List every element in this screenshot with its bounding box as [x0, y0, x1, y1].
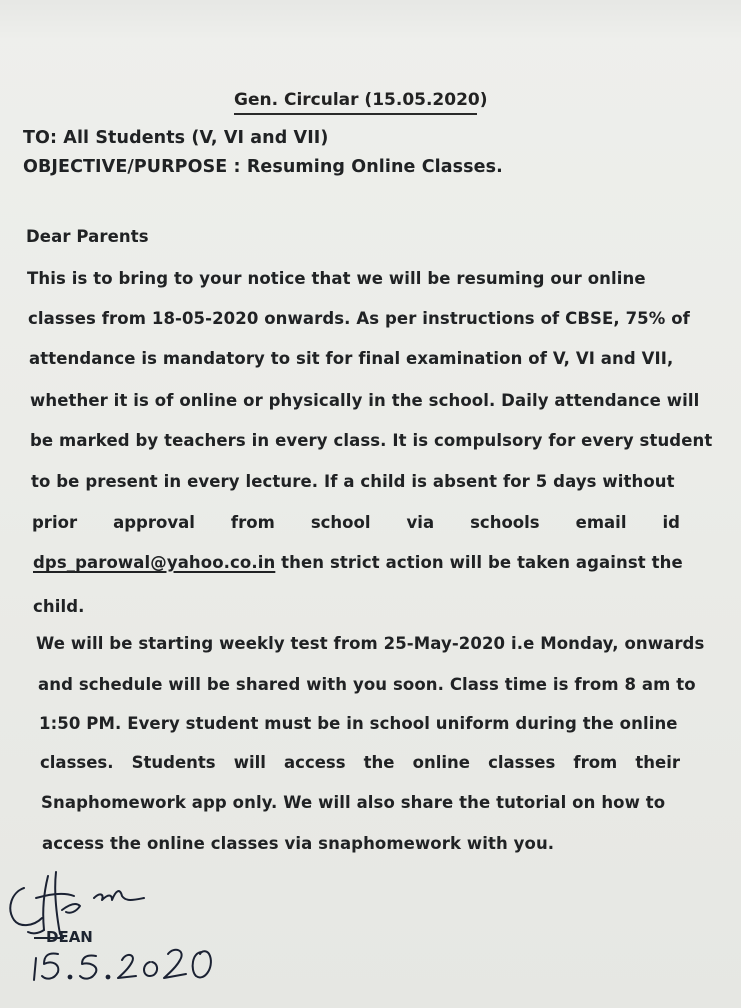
paragraph2-line-6: access the online classes via snaphomework with you. [42, 834, 555, 853]
word: classes [488, 753, 556, 772]
paper-shading [0, 0, 741, 40]
word: email [575, 513, 627, 532]
salutation: Dear Parents [26, 227, 149, 246]
word: their [635, 753, 680, 772]
after-email-text: then strict action will be taken against the [275, 553, 683, 572]
paragraph1-line-2: classes from 18-05-2020 onwards. As per instructions of CBSE, 75% of [28, 309, 690, 328]
word: via [406, 513, 435, 532]
circular-title: Gen. Circular (15.05.2020) [234, 90, 488, 110]
paragraph1-line-9: child. [33, 597, 85, 616]
word: the [363, 753, 395, 772]
word: from [573, 753, 618, 772]
paragraph2-line-5: Snaphomework app only. We will also share the tutorial on how to [41, 793, 666, 812]
paragraph1-line-6: to be present in every lecture. If a child is absent for 5 days without [31, 472, 675, 491]
paragraph1-line-4: whether it is of online or physically in the school. Daily attendance will [30, 391, 700, 410]
objective-line: OBJECTIVE/PURPOSE : Resuming Online Classes. [23, 157, 503, 177]
paragraph1-line-1: This is to bring to your notice that we will be resuming our online [27, 269, 646, 288]
word: from [230, 513, 275, 532]
word: id [662, 513, 680, 532]
word: school [310, 513, 371, 532]
word: prior [32, 513, 78, 532]
signatory-title: DEAN [46, 928, 93, 946]
paragraph1-line-5: be marked by teachers in every class. It is compulsory for every student [30, 431, 713, 450]
handwritten-date [30, 940, 220, 988]
paragraph2-line-4 [40, 753, 680, 772]
paragraph2-line-2: and schedule will be shared with you soon. Class time is from 8 am to [38, 675, 696, 694]
to-line: TO: All Students (V, VI and VII) [23, 128, 329, 148]
word: approval [113, 513, 195, 532]
word: online [412, 753, 470, 772]
paragraph1-line-3: attendance is mandatory to sit for final examination of V, VI and VII, [29, 349, 674, 368]
title-underline [234, 113, 477, 115]
word: access [284, 753, 346, 772]
word: will [233, 753, 266, 772]
paragraph2-line-1: We will be starting weekly test from 25-May-2020 i.e Monday, onwards [36, 634, 705, 653]
word: classes. [40, 753, 114, 772]
paragraph1-line-8 [33, 553, 683, 572]
school-email-link[interactable]: dps_parowal@yahoo.co.in [33, 553, 276, 572]
word: schools [470, 513, 540, 532]
word: Students [131, 753, 216, 772]
paragraph1-line-7 [32, 513, 680, 532]
paragraph2-line-3: 1:50 PM. Every student must be in school uniform during the online [39, 714, 678, 733]
